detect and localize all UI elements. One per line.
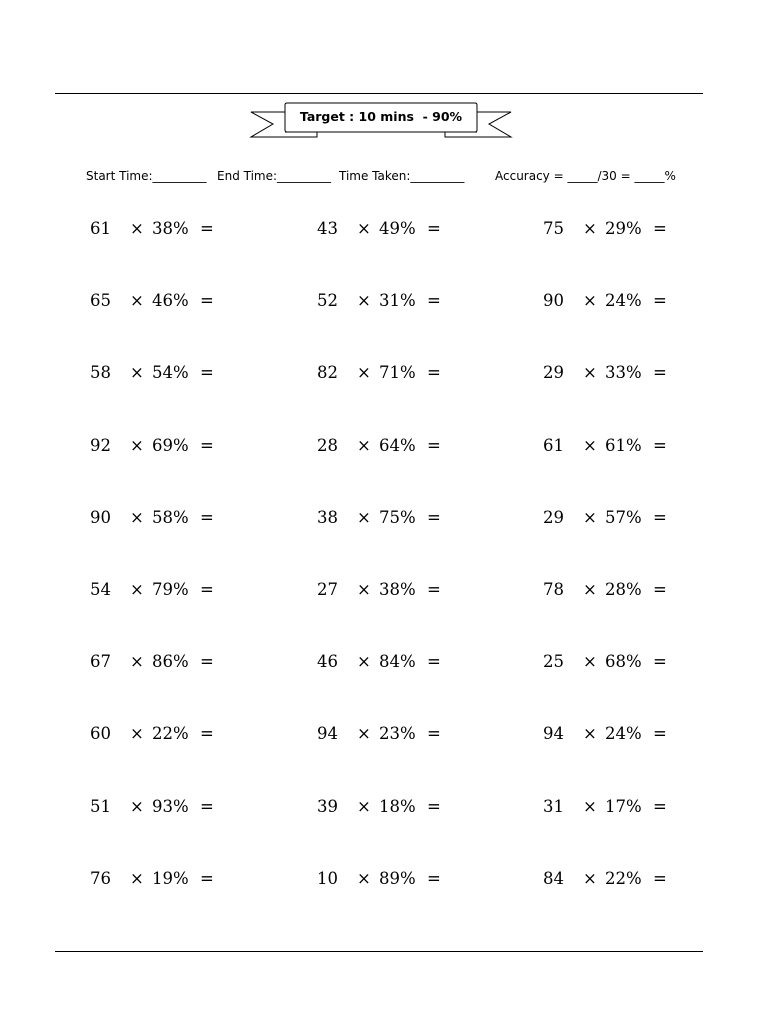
problem-number: 60	[90, 724, 111, 743]
problem-number: 31	[543, 797, 564, 816]
problem-number: 94	[543, 724, 564, 743]
problem-percent: 28%	[605, 580, 642, 599]
problem-item	[543, 867, 673, 891]
times-sign: ×	[583, 797, 597, 816]
problem-percent: 22%	[605, 869, 642, 888]
problem-item	[317, 289, 447, 313]
problem-item	[90, 289, 220, 313]
problem-item	[90, 795, 220, 819]
problem-number: 39	[317, 797, 338, 816]
problem-number: 76	[90, 869, 111, 888]
times-sign: ×	[130, 797, 144, 816]
problem-item	[543, 217, 673, 241]
problem-number: 84	[543, 869, 564, 888]
accuracy-field: Accuracy = _____/30 = _____%	[495, 169, 676, 183]
times-sign: ×	[583, 436, 597, 455]
times-sign: ×	[130, 869, 144, 888]
problem-item	[90, 650, 220, 674]
equals-sign: =	[427, 363, 441, 382]
problem-number: 38	[317, 508, 338, 527]
equals-sign: =	[200, 436, 214, 455]
problem-percent: 61%	[605, 436, 642, 455]
equals-sign: =	[653, 436, 667, 455]
problem-number: 52	[317, 291, 338, 310]
problem-item	[317, 795, 447, 819]
problem-item	[90, 361, 220, 385]
problem-number: 94	[317, 724, 338, 743]
equals-sign: =	[427, 869, 441, 888]
target-title: Target : 10 mins - 90%	[299, 109, 463, 124]
problem-percent: 31%	[379, 291, 416, 310]
problem-number: 67	[90, 652, 111, 671]
equals-sign: =	[653, 508, 667, 527]
times-sign: ×	[583, 291, 597, 310]
problem-number: 65	[90, 291, 111, 310]
problem-number: 28	[317, 436, 338, 455]
problem-percent: 23%	[379, 724, 416, 743]
problem-number: 29	[543, 363, 564, 382]
times-sign: ×	[130, 363, 144, 382]
equals-sign: =	[427, 436, 441, 455]
problem-number: 25	[543, 652, 564, 671]
problem-percent: 93%	[152, 797, 189, 816]
problem-percent: 29%	[605, 219, 642, 238]
time-taken-field: Time Taken:_________	[339, 169, 465, 183]
problem-percent: 84%	[379, 652, 416, 671]
problem-number: 75	[543, 219, 564, 238]
problem-item	[317, 650, 447, 674]
problem-item	[317, 578, 447, 602]
problem-number: 46	[317, 652, 338, 671]
problem-percent: 22%	[152, 724, 189, 743]
equals-sign: =	[200, 291, 214, 310]
problem-percent: 33%	[605, 363, 642, 382]
problem-percent: 57%	[605, 508, 642, 527]
times-sign: ×	[357, 580, 371, 599]
problem-item	[317, 722, 447, 746]
times-sign: ×	[357, 869, 371, 888]
problem-item	[317, 867, 447, 891]
problem-item	[90, 506, 220, 530]
problem-item	[90, 578, 220, 602]
equals-sign: =	[653, 869, 667, 888]
problem-percent: 24%	[605, 291, 642, 310]
times-sign: ×	[130, 652, 144, 671]
problem-percent: 18%	[379, 797, 416, 816]
times-sign: ×	[583, 652, 597, 671]
equals-sign: =	[427, 580, 441, 599]
problem-item	[543, 722, 673, 746]
times-sign: ×	[583, 580, 597, 599]
times-sign: ×	[357, 436, 371, 455]
times-sign: ×	[130, 291, 144, 310]
problem-number: 61	[543, 436, 564, 455]
times-sign: ×	[357, 724, 371, 743]
problem-item	[90, 217, 220, 241]
problem-item	[543, 795, 673, 819]
problem-item	[317, 361, 447, 385]
problem-item	[90, 722, 220, 746]
problem-item	[90, 434, 220, 458]
problem-percent: 71%	[379, 363, 416, 382]
times-sign: ×	[130, 508, 144, 527]
equals-sign: =	[200, 797, 214, 816]
problem-percent: 69%	[152, 436, 189, 455]
problem-percent: 75%	[379, 508, 416, 527]
problem-item	[317, 506, 447, 530]
bottom-divider	[55, 951, 703, 952]
problem-percent: 17%	[605, 797, 642, 816]
equals-sign: =	[427, 797, 441, 816]
problem-number: 43	[317, 219, 338, 238]
times-sign: ×	[357, 652, 371, 671]
times-sign: ×	[130, 724, 144, 743]
problem-percent: 86%	[152, 652, 189, 671]
equals-sign: =	[427, 508, 441, 527]
equals-sign: =	[200, 724, 214, 743]
times-sign: ×	[583, 219, 597, 238]
problem-number: 90	[90, 508, 111, 527]
equals-sign: =	[427, 219, 441, 238]
problem-item	[543, 289, 673, 313]
equals-sign: =	[653, 580, 667, 599]
problem-percent: 24%	[605, 724, 642, 743]
problem-percent: 38%	[152, 219, 189, 238]
equals-sign: =	[200, 652, 214, 671]
problem-percent: 49%	[379, 219, 416, 238]
problem-item	[543, 578, 673, 602]
problem-number: 10	[317, 869, 338, 888]
times-sign: ×	[583, 869, 597, 888]
times-sign: ×	[357, 219, 371, 238]
times-sign: ×	[583, 363, 597, 382]
problem-percent: 79%	[152, 580, 189, 599]
problem-item	[543, 361, 673, 385]
end-time-field: End Time:_________	[217, 169, 332, 183]
times-sign: ×	[583, 724, 597, 743]
equals-sign: =	[200, 219, 214, 238]
problem-item	[317, 434, 447, 458]
problem-percent: 89%	[379, 869, 416, 888]
problem-percent: 19%	[152, 869, 189, 888]
problem-number: 92	[90, 436, 111, 455]
times-sign: ×	[130, 436, 144, 455]
problem-number: 51	[90, 797, 111, 816]
problem-percent: 58%	[152, 508, 189, 527]
times-sign: ×	[583, 508, 597, 527]
problem-item	[543, 506, 673, 530]
times-sign: ×	[130, 219, 144, 238]
problem-number: 78	[543, 580, 564, 599]
problem-item	[543, 650, 673, 674]
times-sign: ×	[357, 363, 371, 382]
equals-sign: =	[653, 291, 667, 310]
problem-percent: 46%	[152, 291, 189, 310]
times-sign: ×	[357, 508, 371, 527]
problem-item	[317, 217, 447, 241]
equals-sign: =	[427, 652, 441, 671]
problem-number: 58	[90, 363, 111, 382]
problem-number: 29	[543, 508, 564, 527]
equals-sign: =	[200, 580, 214, 599]
start-time-field: Start Time:_________	[86, 169, 207, 183]
problem-number: 82	[317, 363, 338, 382]
equals-sign: =	[427, 291, 441, 310]
equals-sign: =	[653, 652, 667, 671]
problem-item	[90, 867, 220, 891]
problem-number: 27	[317, 580, 338, 599]
problem-percent: 68%	[605, 652, 642, 671]
equals-sign: =	[200, 508, 214, 527]
problem-item	[543, 434, 673, 458]
times-sign: ×	[130, 580, 144, 599]
problem-percent: 38%	[379, 580, 416, 599]
problem-number: 61	[90, 219, 111, 238]
equals-sign: =	[200, 363, 214, 382]
equals-sign: =	[200, 869, 214, 888]
equals-sign: =	[653, 363, 667, 382]
times-sign: ×	[357, 797, 371, 816]
equals-sign: =	[427, 724, 441, 743]
problem-number: 54	[90, 580, 111, 599]
equals-sign: =	[653, 219, 667, 238]
problem-percent: 54%	[152, 363, 189, 382]
times-sign: ×	[357, 291, 371, 310]
equals-sign: =	[653, 724, 667, 743]
problem-number: 90	[543, 291, 564, 310]
problem-percent: 64%	[379, 436, 416, 455]
equals-sign: =	[653, 797, 667, 816]
